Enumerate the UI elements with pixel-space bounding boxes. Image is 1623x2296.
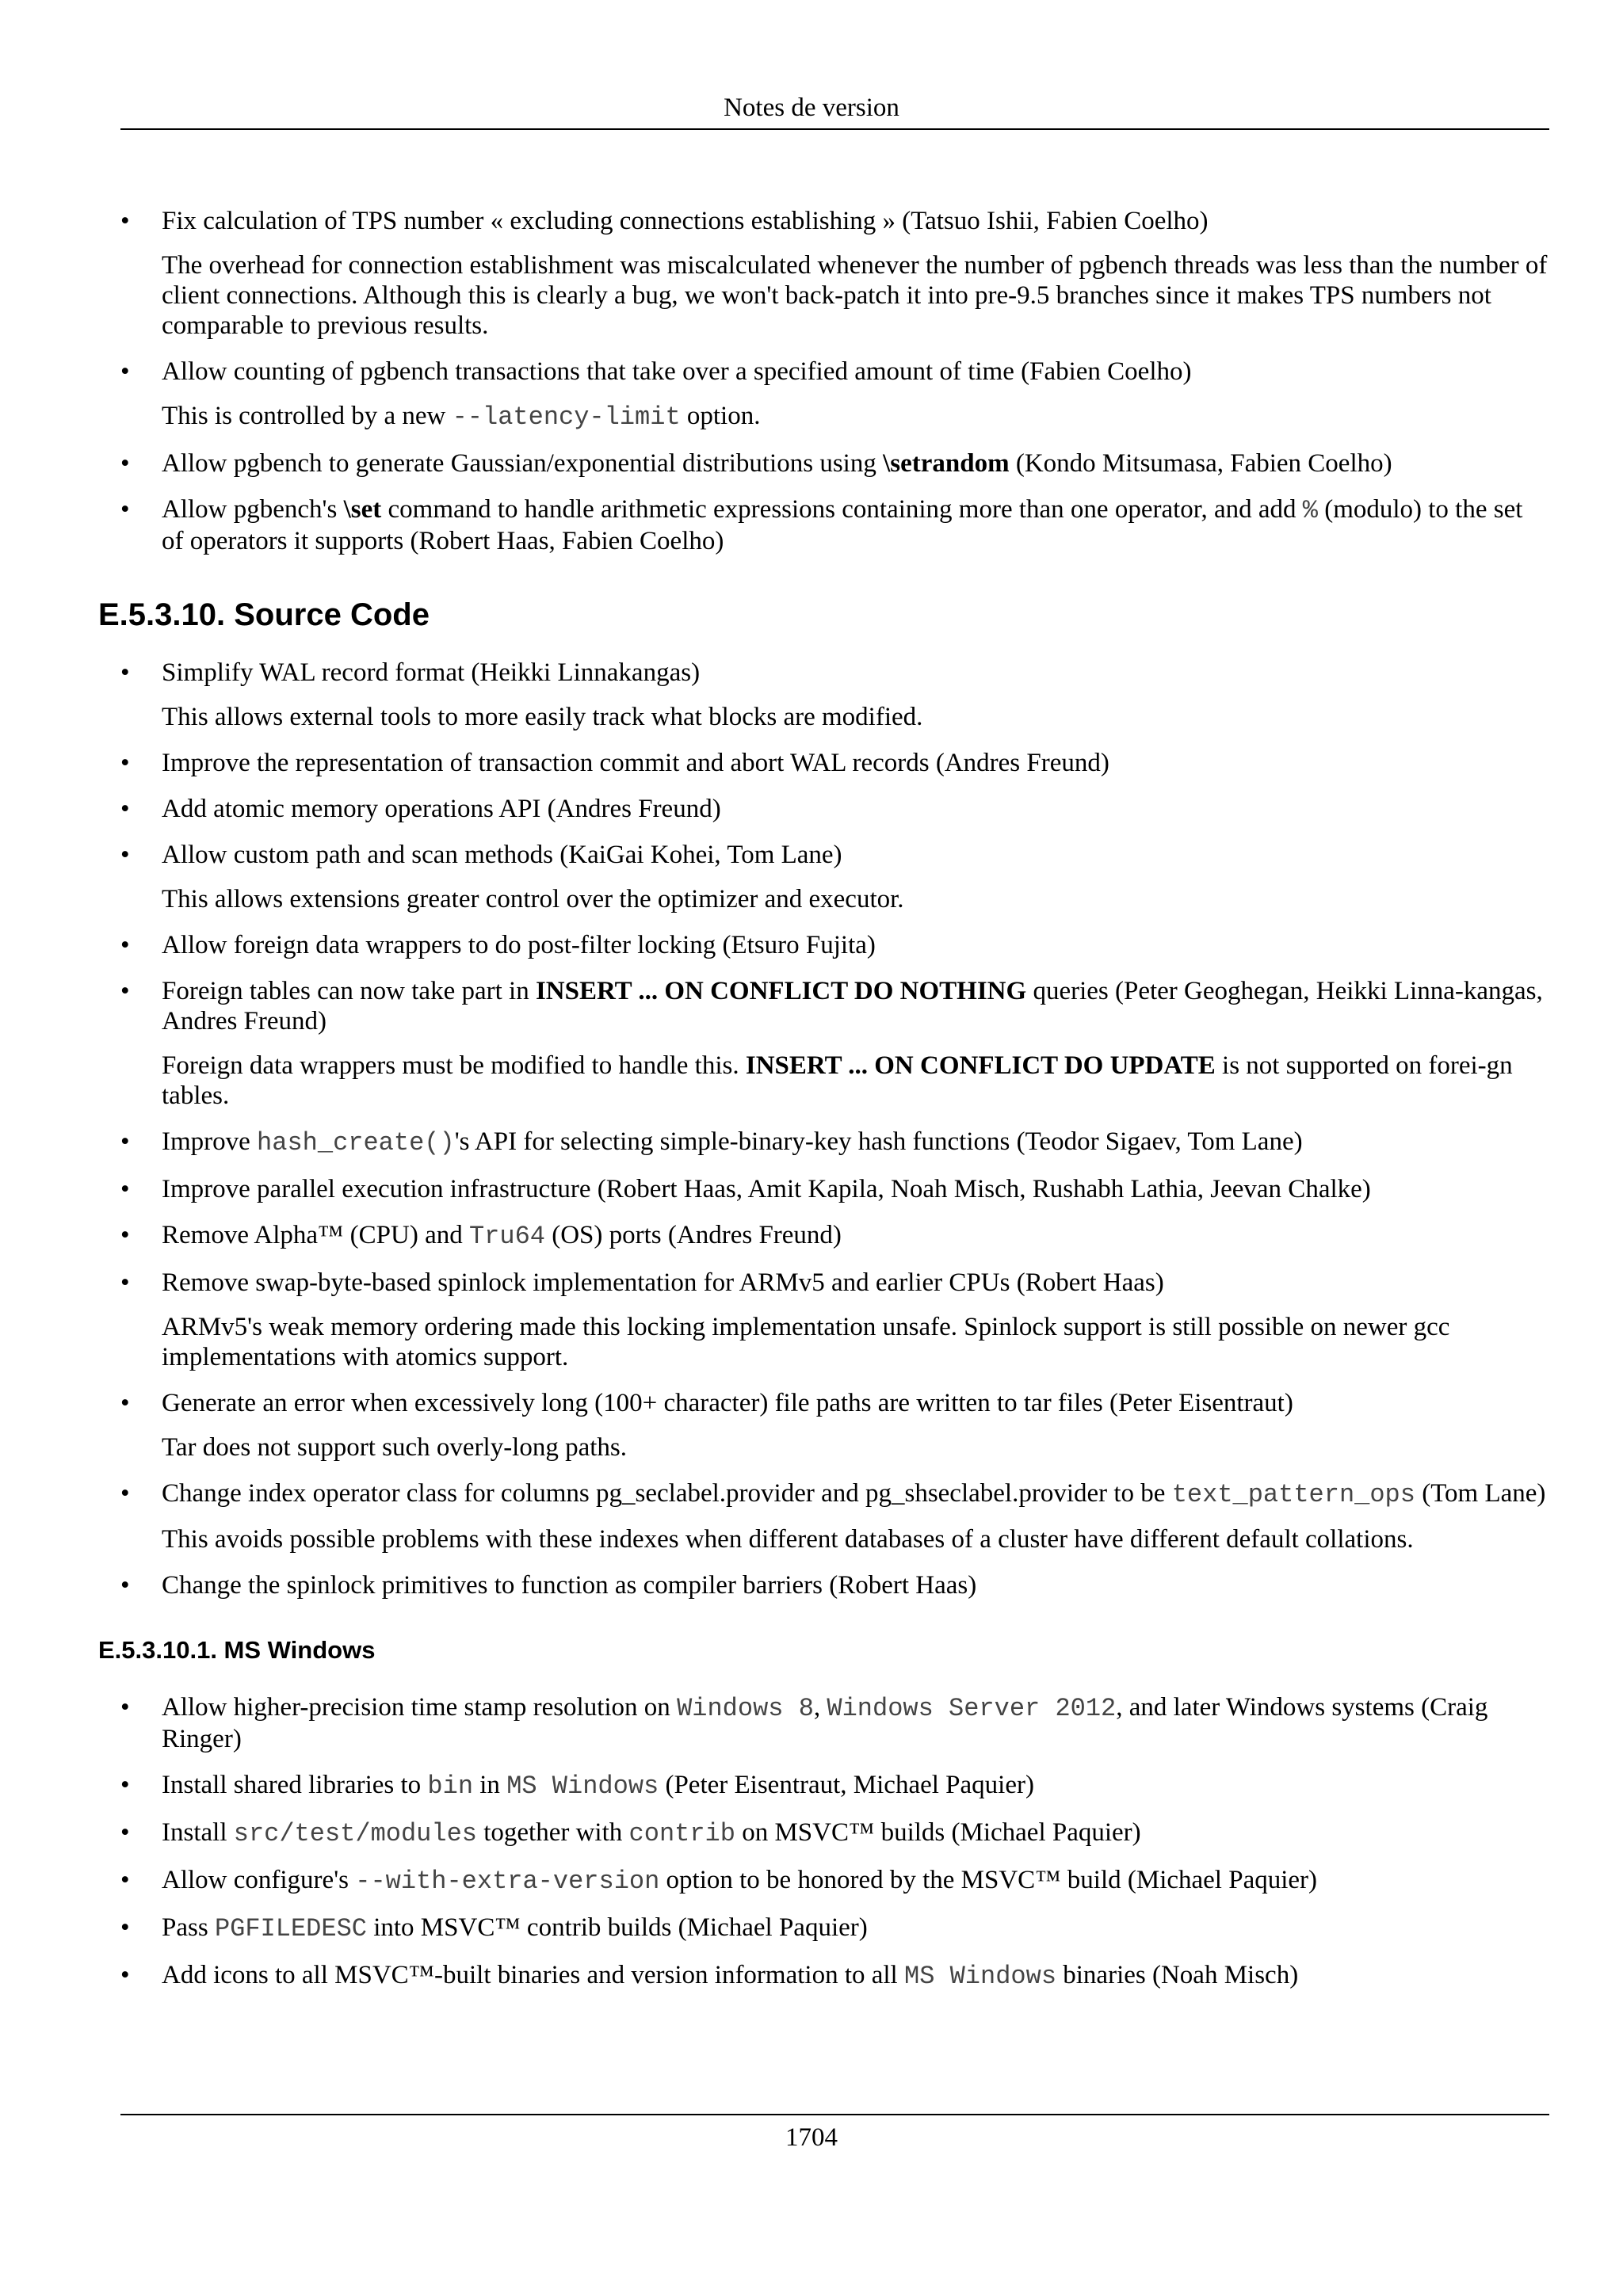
item-text <box>162 1127 1549 1158</box>
bullet: • <box>120 1175 130 1203</box>
bullet: • <box>120 495 130 524</box>
footer-rule <box>120 2114 1549 2115</box>
list-item <box>120 976 1549 1111</box>
text-run: Allow higher-precision time stamp resolution on <box>162 1693 678 1722</box>
code-literal: PGFILEDESC <box>214 1914 367 1943</box>
code-literal: % <box>1302 496 1318 525</box>
header-rule <box>120 128 1549 130</box>
text-run: Foreign tables can now take part in <box>162 977 536 1005</box>
item-text <box>162 976 1549 1036</box>
page-content <box>98 206 1549 2008</box>
text-run: into MSVC™ contrib builds (Michael Paquier) <box>366 1913 868 1942</box>
text-run: (Kondo Mitsumasa, Fabien Coelho) <box>1009 449 1392 478</box>
item-text: Add atomic memory operations API (Andres Freund) <box>162 795 721 823</box>
page-header-title: Notes de version <box>724 93 899 122</box>
item-text <box>162 1770 1549 1802</box>
text-run: Remove Alpha™ (CPU) and <box>162 1221 469 1249</box>
item-note: This allows extensions greater control over the optimizer and executor. <box>162 885 904 913</box>
text-run: (Tom Lane) <box>1415 1479 1546 1508</box>
item-text <box>162 1478 1549 1510</box>
text-run: Allow pgbench to generate Gaussian/exponential distributions using <box>162 449 884 478</box>
list-item <box>120 448 1549 479</box>
code-literal: hash_create() <box>257 1128 455 1158</box>
list-item <box>120 1127 1549 1158</box>
text-run: option. <box>680 402 761 430</box>
bullet: • <box>120 449 130 478</box>
bullet: • <box>120 841 130 869</box>
list-item <box>120 1913 1549 1944</box>
item-text <box>162 494 1549 556</box>
text-run: together with <box>476 1818 629 1847</box>
item-text: Allow counting of pgbench transactions that take over a specified amount of time (Fabien Coelho) <box>162 357 1192 386</box>
item-text <box>162 1220 1549 1252</box>
command-name: \setrandom <box>883 449 1010 478</box>
bullet: • <box>120 795 130 823</box>
code-literal: MS Windows <box>506 1772 659 1801</box>
list-item <box>120 1174 1549 1204</box>
text-run: Install shared libraries to <box>162 1771 428 1799</box>
code-literal: Windows Server 2012 <box>827 1694 1117 1723</box>
item-note: The overhead for connection establishment was miscalculated whenever the number of pgbench threads was less than the number of client connections. Although this is clearly a bug, we won't back-patch it into pre-9.5 branches since it makes TPS numbers not comparable to previous results. <box>162 251 1548 340</box>
text-run: command to handle arithmetic expressions containing more than one operator, and add <box>381 495 1303 524</box>
list-item <box>120 206 1549 341</box>
section-heading-source-code: E.5.3.10. Source Code <box>98 597 430 632</box>
list-item <box>120 658 1549 732</box>
code-literal: --with-extra-version <box>355 1867 660 1896</box>
item-text <box>162 1960 1549 1992</box>
code-literal: src/test/modules <box>233 1819 477 1848</box>
list-item <box>120 930 1549 960</box>
item-note: ARMv5's weak memory ordering made this locking implementation unsafe. Spinlock support is still possible on newer gcc implementations with atomics support. <box>162 1313 1450 1371</box>
bullet: • <box>120 1693 130 1722</box>
list-item <box>120 1268 1549 1372</box>
code-literal: Windows 8 <box>677 1694 814 1723</box>
text-run: in <box>473 1771 507 1799</box>
text-run: Improve <box>162 1127 258 1156</box>
item-text <box>162 1692 1549 1754</box>
pgbench-changes-list <box>120 206 1549 556</box>
bullet: • <box>120 1866 130 1894</box>
source-code-changes-list <box>120 658 1549 1600</box>
bullet: • <box>120 1127 130 1156</box>
code-literal: Tru64 <box>468 1222 545 1251</box>
text-run: Allow configure's <box>162 1866 356 1894</box>
text-run: , <box>813 1693 827 1722</box>
item-text: Change the spinlock primitives to function as compiler barriers (Robert Haas) <box>162 1571 977 1600</box>
item-text <box>162 1865 1549 1897</box>
text-run: is not supported on forei-gn tables. <box>162 1051 1513 1110</box>
list-item <box>120 1388 1549 1463</box>
item-note <box>162 1051 1549 1111</box>
bullet: • <box>120 749 130 777</box>
item-text <box>162 448 1549 479</box>
item-text: Remove swap-byte-based spinlock implementation for ARMv5 and earlier CPUs (Robert Haas) <box>162 1268 1164 1297</box>
item-text: Improve the representation of transaction commit and abort WAL records (Andres Freund) <box>162 749 1109 777</box>
bullet: • <box>120 1571 130 1600</box>
list-item <box>120 748 1549 778</box>
code-literal: bin <box>427 1772 474 1801</box>
item-text: Simplify WAL record format (Heikki Linnakangas) <box>162 658 701 687</box>
bullet: • <box>120 1818 130 1847</box>
item-text: Generate an error when excessively long (100+ character) file paths are written to tar files (Peter Eisentraut) <box>162 1389 1293 1417</box>
bullet: • <box>120 207 130 235</box>
bullet: • <box>120 1221 130 1249</box>
item-note: This allows external tools to more easily track what blocks are modified. <box>162 703 923 731</box>
text-run: Change index operator class for columns pg_seclabel.provider and pg_shseclabel.provider to be <box>162 1479 1172 1508</box>
list-item <box>120 794 1549 824</box>
item-text <box>162 1913 1549 1944</box>
item-text <box>162 1817 1549 1849</box>
bullet: • <box>120 1913 130 1942</box>
list-item <box>120 494 1549 556</box>
list-item <box>120 1865 1549 1897</box>
list-item <box>120 840 1549 914</box>
text-run: binaries (Noah Misch) <box>1056 1961 1299 1989</box>
bullet: • <box>120 1961 130 1989</box>
list-item <box>120 1817 1549 1849</box>
ms-windows-changes-list <box>120 1692 1549 1992</box>
item-note <box>162 401 1549 433</box>
list-item <box>120 1570 1549 1600</box>
code-literal: --latency-limit <box>452 402 681 432</box>
bullet: • <box>120 658 130 687</box>
list-item <box>120 357 1549 433</box>
text-run: Install <box>162 1818 234 1847</box>
item-text: Improve parallel execution infrastructure (Robert Haas, Amit Kapila, Noah Misch, Rushabh Lathia, Jeevan Chalke) <box>162 1175 1371 1203</box>
text-run: (OS) ports (Andres Freund) <box>544 1221 842 1249</box>
list-item <box>120 1478 1549 1554</box>
bullet: • <box>120 1389 130 1417</box>
list-item <box>120 1692 1549 1754</box>
sql-command: INSERT ... ON CONFLICT DO UPDATE <box>745 1051 1216 1080</box>
code-literal: MS Windows <box>903 1962 1057 1991</box>
bullet: • <box>120 357 130 386</box>
sql-command: INSERT ... ON CONFLICT DO NOTHING <box>535 977 1027 1005</box>
text-run: 's API for selecting simple-binary-key hash functions (Teodor Sigaev, Tom Lane) <box>454 1127 1303 1156</box>
command-name: \set <box>343 495 382 524</box>
text-run: (Peter Eisentraut, Michael Paquier) <box>659 1771 1034 1799</box>
text-run: Add icons to all MSVC™-built binaries and version information to all <box>162 1961 904 1989</box>
text-run: option to be honored by the MSVC™ build (Michael Paquier) <box>659 1866 1318 1894</box>
list-item <box>120 1220 1549 1252</box>
text-run: (modulo) to the set of operators it supports (Robert Haas, Fabien Coelho) <box>162 495 1523 555</box>
list-item <box>120 1960 1549 1992</box>
bullet: • <box>120 977 130 1005</box>
text-run: queries (Peter Geoghegan, Heikki Linna-kangas, Andres Freund) <box>162 977 1543 1035</box>
code-literal: contrib <box>628 1819 735 1848</box>
bullet: • <box>120 1479 130 1508</box>
code-literal: text_pattern_ops <box>1171 1480 1415 1509</box>
page-number: 1704 <box>785 2123 838 2152</box>
item-text: Fix calculation of TPS number « excluding connections establishing » (Tatsuo Ishii, Fabien Coelho) <box>162 207 1209 235</box>
text-run: on MSVC™ builds (Michael Paquier) <box>735 1818 1141 1847</box>
text-run: This is controlled by a new <box>162 402 453 430</box>
item-text: Allow custom path and scan methods (KaiGai Kohei, Tom Lane) <box>162 841 842 869</box>
bullet: • <box>120 931 130 959</box>
item-note: This avoids possible problems with these indexes when different databases of a cluster have different default collations. <box>162 1525 1414 1554</box>
text-run: Pass <box>162 1913 215 1942</box>
item-note: Tar does not support such overly-long paths. <box>162 1433 628 1462</box>
bullet: • <box>120 1268 130 1297</box>
item-text: Allow foreign data wrappers to do post-filter locking (Etsuro Fujita) <box>162 931 876 959</box>
text-run: Foreign data wrappers must be modified to handle this. <box>162 1051 746 1080</box>
section-heading-ms-windows: E.5.3.10.1. MS Windows <box>98 1636 376 1664</box>
text-run: , and later Windows systems (Craig Ringer) <box>162 1693 1488 1753</box>
bullet: • <box>120 1771 130 1799</box>
text-run: Allow pgbench's <box>162 495 344 524</box>
list-item <box>120 1770 1549 1802</box>
